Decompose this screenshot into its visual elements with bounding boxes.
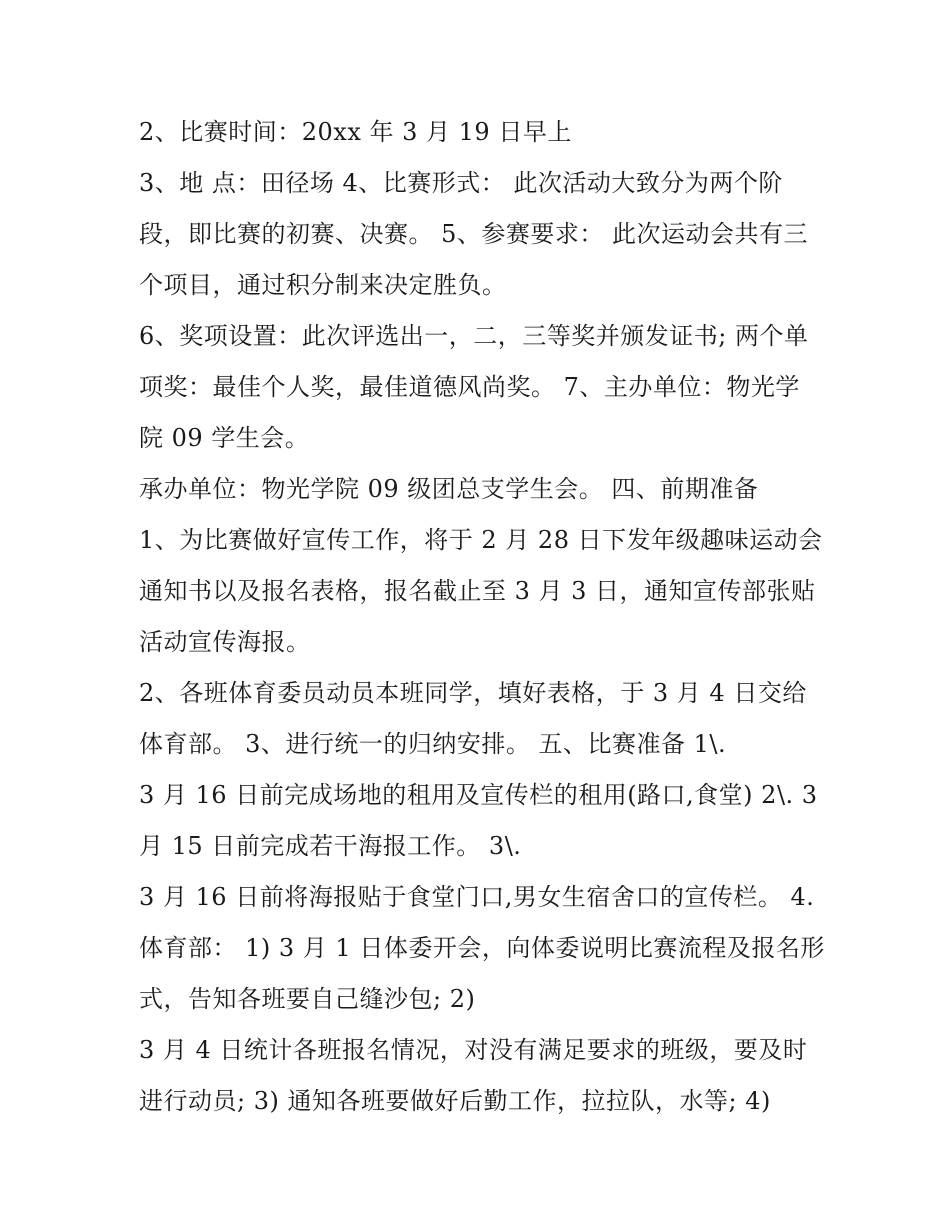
text-line-12: 2、各班体育委员动员本班同学，填好表格，于 3 月 4 日交给 bbox=[139, 679, 807, 707]
text-line-19: 3 月 4 日统计各班报名情况，对没有满足要求的班级，要及时 bbox=[139, 1036, 808, 1064]
text-line-14: 3 月 16 日前完成场地的租用及宣传栏的租用(路口,食堂) 2\. 3 bbox=[139, 781, 818, 809]
text-line-11: 活动宣传海报。 bbox=[139, 628, 311, 656]
text-line-8: 承办单位：物光学院 09 级团总支学生会。 四、前期准备 bbox=[139, 475, 759, 503]
text-line-13: 体育部。 3、进行统一的归纳安排。 五、比赛准备 1\. bbox=[139, 730, 727, 758]
text-line-17: 体育部： 1) 3 月 1 日体委开会，向体委说明比赛流程及报名形 bbox=[139, 934, 825, 962]
text-line-20: 进行动员; 3) 通知各班要做好后勤工作，拉拉队，水等; 4) bbox=[139, 1087, 771, 1115]
text-line-16: 3 月 16 日前将海报贴于食堂门口,男女生宿舍口的宣传栏。 4. bbox=[139, 883, 815, 911]
text-line-3: 段，即比赛的初赛、决赛。 5、参赛要求： 此次运动会共有三 bbox=[139, 220, 809, 248]
text-line-1: 2、比赛时间：20xx 年 3 月 19 日早上 bbox=[139, 118, 572, 146]
text-line-9: 1、为比赛做好宣传工作，将于 2 月 28 日下发年级趣味运动会 bbox=[139, 526, 823, 554]
text-line-7: 院 09 学生会。 bbox=[139, 424, 310, 452]
text-line-5: 6、奖项设置：此次评选出一，二，三等奖并颁发证书; 两个单 bbox=[139, 322, 809, 350]
text-line-4: 个项目，通过积分制来决定胜负。 bbox=[139, 271, 507, 299]
document-body bbox=[139, 107, 829, 1127]
text-line-2: 3、地 点：田径场 4、比赛形式： 此次活动大致分为两个阶 bbox=[139, 169, 783, 197]
text-line-10: 通知书以及报名表格，报名截止至 3 月 3 日，通知宣传部张贴 bbox=[139, 577, 816, 605]
text-line-18: 式，告知各班要自己缝沙包; 2) bbox=[139, 985, 476, 1013]
text-line-6: 项奖：最佳个人奖，最佳道德风尚奖。 7、主办单位：物光学 bbox=[139, 373, 800, 401]
text-line-15: 月 15 日前完成若干海报工作。 3\. bbox=[139, 832, 522, 860]
